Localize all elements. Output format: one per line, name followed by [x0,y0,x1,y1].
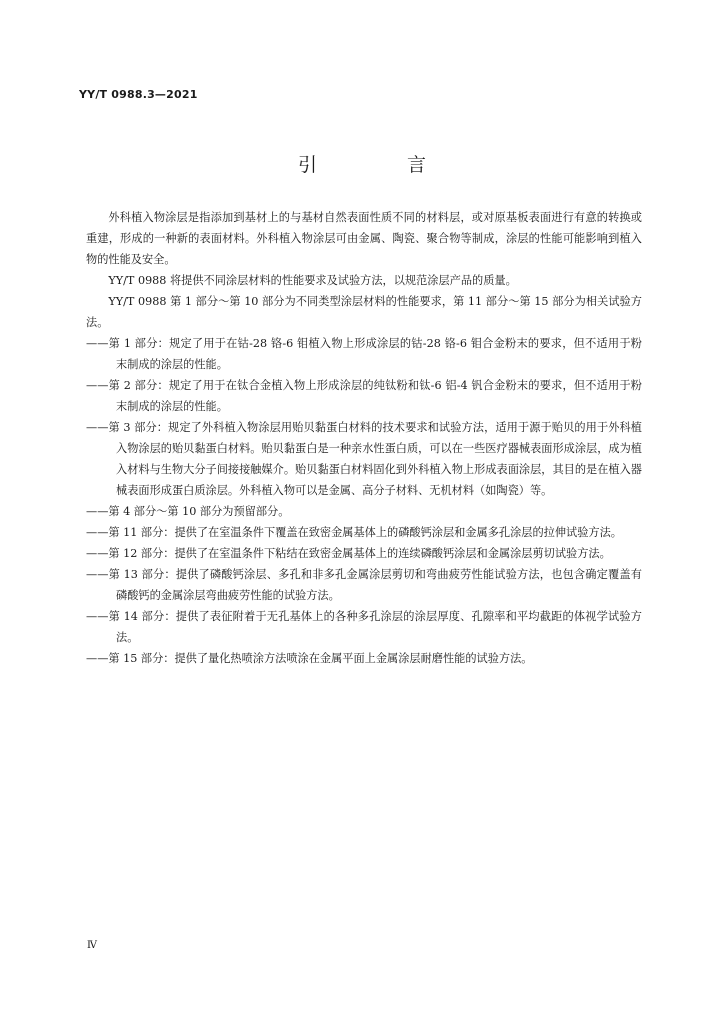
part-list-item: ——第 15 部分：提供了量化热喷涂方法喷涂在金属平面上金属涂层耐磨性能的试验方法。 [86,652,533,665]
part-list-item: ——第 11 部分：提供了在室温条件下覆盖在致密金属基体上的磷酸钙涂层和金属多孔涂层的拉伸试验方法。 [86,526,622,539]
intro-paragraph: YY/T 0988 将提供不同涂层材料的性能要求及试验方法，以规范涂层产品的质量。 [108,274,517,287]
part-list-item: ——第 2 部分：规定了用于在钛合金植入物上形成涂层的纯钛粉和钛-6 铝-4 钒合金粉末的要求，但不适用于粉末制成的涂层的性能。 [86,379,642,413]
page-number: Ⅳ [87,940,97,951]
intro-paragraph: 外科植入物涂层是指添加到基材上的与基材自然表面性质不同的材料层，或对原基板表面进行有意的转换或重建，形成的一种新的表面材料。外科植入物涂层可由金属、陶瓷、聚合物等制成，涂层的性能可能影响到植入物的性能及安全。 [86,211,642,266]
part-list-item: ——第 1 部分：规定了用于在钴-28 铬-6 钼植入物上形成涂层的钴-28 铬-6 钼合金粉末的要求，但不适用于粉末制成的涂层的性能。 [86,337,642,371]
document-body [86,207,642,669]
page-title: 引 言 [297,154,469,176]
part-list-item: ——第 4 部分～第 10 部分为预留部分。 [86,505,290,518]
part-list-item: ——第 12 部分：提供了在室温条件下粘结在致密金属基体上的连续磷酸钙涂层和金属涂层剪切试验方法。 [86,547,611,560]
intro-paragraph: YY/T 0988 第 1 部分～第 10 部分为不同类型涂层材料的性能要求，第 11 部分～第 15 部分为相关试验方法。 [86,295,642,329]
part-list-item: ——第 3 部分：规定了外科植入物涂层用贻贝黏蛋白材料的技术要求和试验方法，适用于源于贻贝的用于外科植入物涂层的贻贝黏蛋白材料。贻贝黏蛋白是一种亲水性蛋白质，可以在一些医疗器械表面形成涂层，成为植入材料与生物大分子间接接触媒介。贻贝黏蛋白材料固化到外科植入物上形成表面涂层，其目的是在植入器械表面形成蛋白质涂层。外科植入物可以是金属、高分子材料、无机材料（如陶瓷）等。 [86,421,642,497]
part-list-item: ——第 14 部分：提供了表征附着于无孔基体上的各种多孔涂层的涂层厚度、孔隙率和平均截距的体视学试验方法。 [86,610,642,644]
part-list-item: ——第 13 部分：提供了磷酸钙涂层、多孔和非多孔金属涂层剪切和弯曲疲劳性能试验方法，也包含确定覆盖有磷酸钙的金属涂层弯曲疲劳性能的试验方法。 [86,568,642,602]
standard-code: YY/T 0988.3—2021 [79,88,198,101]
